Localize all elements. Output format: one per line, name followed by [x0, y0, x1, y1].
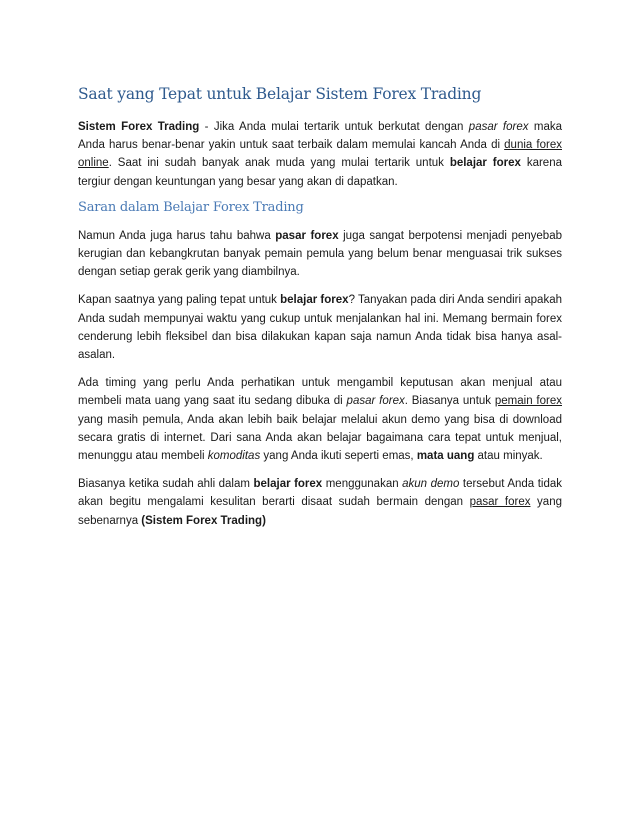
text-run: ? Tanyakan pada diri Anda sendiri apakah Anda sudah mempunyai waktu yang cukup untuk menjalankan hal ini. Memang bermain forex cenderung lebih fleksibel dan bisa dilakukan kapan saja namun Anda tidak bisa hanya asal-asalan.	[78, 294, 562, 362]
bold-term: belajar forex	[280, 294, 349, 307]
text-run: . Biasanya untuk	[404, 395, 495, 408]
text-run: . Saat ini sudah banyak anak muda yang mulai tertarik untuk	[108, 157, 450, 170]
document-page	[78, 84, 562, 540]
italic-term: pasar forex	[346, 395, 405, 408]
text-run: tersebut Anda tidak akan begitu mengalami kesulitan berarti disaat sudah bermain dengan	[78, 478, 562, 509]
text-run: juga sangat berpotensi menjadi penyebab kerugian dan kebangkrutan banyak pemain pemula yang belum benar menguasai trik sukses dengan setiap gerak gerik yang diambilnya.	[78, 229, 562, 279]
section-heading: Saran dalam Belajar Forex Trading	[78, 199, 304, 215]
paragraph-4	[78, 374, 562, 465]
page-title: Saat yang Tepat untuk Belajar Sistem Forex Trading	[78, 85, 482, 103]
italic-term: komoditas	[207, 450, 261, 463]
italic-term: akun demo	[402, 478, 460, 491]
link-dunia-forex-online[interactable]: dunia forex online	[78, 139, 562, 170]
bold-term: pasar forex	[275, 229, 339, 242]
text-run: maka Anda harus benar-benar yakin untuk saat terbaik dalam memulai kancah Anda di	[78, 121, 562, 152]
text-run: yang sebenarnya	[78, 496, 562, 527]
text-run: Biasanya ketika sudah ahli dalam	[78, 478, 254, 491]
bold-term: belajar forex	[253, 478, 323, 491]
text-run: karena tergiur dengan keuntungan yang besar yang akan di dapatkan.	[78, 157, 562, 188]
text-run: yang Anda ikuti seperti emas,	[260, 450, 417, 463]
bold-term: Sistem Forex Trading	[78, 121, 200, 133]
italic-term: pasar forex	[468, 121, 529, 133]
bold-term: mata uang	[416, 450, 475, 463]
paragraph-2	[78, 227, 562, 282]
text-run: - Jika Anda mulai tertarik untuk berkutat dengan	[199, 121, 469, 133]
intro-paragraph	[78, 118, 562, 191]
text-run: Namun Anda juga harus tahu bahwa	[78, 229, 276, 242]
bold-term: (Sistem Forex Trading)	[141, 514, 266, 527]
link-pemain-forex[interactable]: pemain forex	[494, 395, 562, 408]
text-run: Kapan saatnya yang paling tepat untuk	[78, 294, 281, 307]
bold-term: belajar forex	[449, 157, 521, 170]
text-run: atau minyak.	[474, 450, 543, 463]
link-pasar-forex[interactable]: pasar forex	[469, 496, 531, 509]
text-run: yang masih pemula, Anda akan lebih baik belajar melalui akun demo yang bisa di download secara gratis di internet. Dari sana Anda akan belajar bagaimana cara tepat untuk menjual, menunggu atau membeli	[78, 413, 562, 463]
paragraph-3	[78, 291, 562, 364]
text-run: menggunakan	[322, 478, 403, 491]
paragraph-5	[78, 475, 562, 530]
text-run: Ada timing yang perlu Anda perhatikan untuk mengambil keputusan akan menjual atau membeli mata uang yang saat itu sedang dibuka di	[78, 377, 562, 408]
